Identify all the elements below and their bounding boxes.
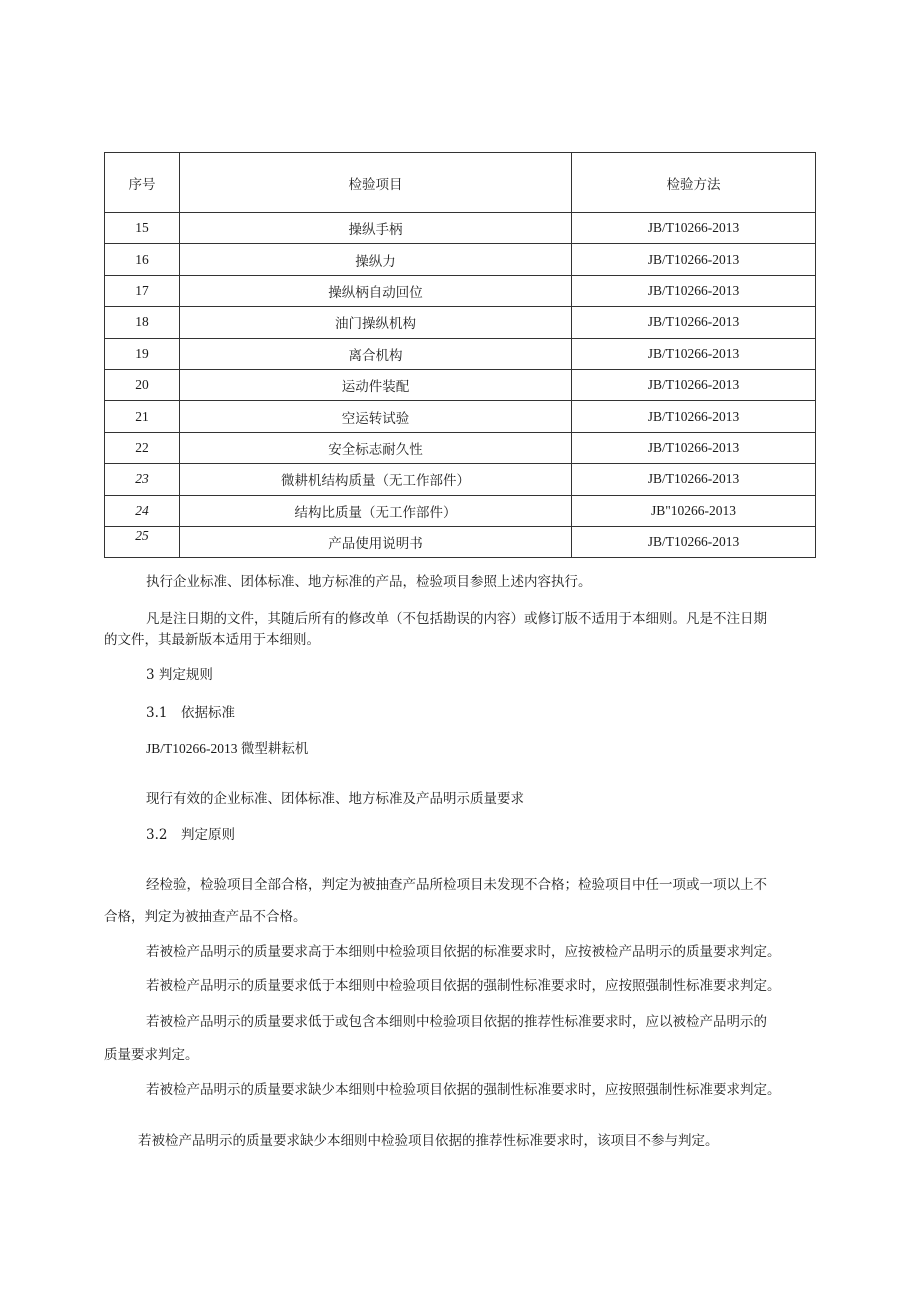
row-item: 结构比质量（无工作部件） (180, 495, 572, 526)
row-item: 油门操纵机构 (180, 307, 572, 338)
table-row (105, 307, 816, 338)
row-method: JB/T10266-2013 (572, 432, 816, 463)
row-method: JB/T10266-2013 (572, 275, 816, 306)
row-method: JB"10266-2013 (572, 495, 816, 526)
paragraph-dated-refs-line2: 的文件，其最新版本适用于本细则。 (104, 632, 320, 648)
paragraph-rule-higher: 若被检产品明示的质量要求高于本细则中检验项目依据的标准要求时，应按被检产品明示的质量要求判定。 (146, 944, 781, 960)
table-row (105, 464, 816, 495)
header-item: 检验项目 (180, 153, 572, 213)
row-index: 15 (105, 213, 180, 244)
row-item: 安全标志耐久性 (180, 432, 572, 463)
standard-reference-other: 现行有效的企业标准、团体标准、地方标准及产品明示质量要求 (146, 791, 524, 807)
row-index: 19 (105, 338, 180, 369)
table-row (105, 275, 816, 306)
paragraph-rule-missing-recommended: 若被检产品明示的质量要求缺少本细则中检验项目依据的推荐性标准要求时，该项目不参与判定。 (138, 1133, 719, 1149)
section-heading-3-1: 3.1 依据标准 (146, 705, 235, 721)
row-method: JB/T10266-2013 (572, 464, 816, 495)
table-row (105, 213, 816, 244)
row-index: 23 (105, 464, 180, 495)
row-item: 操纵柄自动回位 (180, 275, 572, 306)
table-row (105, 495, 816, 526)
row-method: JB/T10266-2013 (572, 401, 816, 432)
row-item: 微耕机结构质量（无工作部件） (180, 464, 572, 495)
row-method: JB/T10266-2013 (572, 369, 816, 400)
paragraph-judgement-line1: 经检验，检验项目全部合格，判定为被抽查产品所检项目未发现不合格；检验项目中任一项或一项以上不 (146, 877, 767, 893)
table-row (105, 401, 816, 432)
paragraph-dated-refs-line1: 凡是注日期的文件，其随后所有的修改单（不包括勘误的内容）或修订版不适用于本细则。凡是不注日期 (146, 611, 767, 627)
row-method: JB/T10266-2013 (572, 244, 816, 275)
row-method: JB/T10266-2013 (572, 213, 816, 244)
paragraph-scope: 执行企业标准、团体标准、地方标准的产品，检验项目参照上述内容执行。 (146, 574, 592, 590)
row-item: 空运转试验 (180, 401, 572, 432)
section-heading-3: 3 判定规则 (146, 667, 213, 683)
section-heading-3-2: 3.2 判定原则 (146, 827, 235, 843)
row-index: 17 (105, 275, 180, 306)
row-index: 22 (105, 432, 180, 463)
row-item: 操纵力 (180, 244, 572, 275)
paragraph-rule-lower-recommended-line1: 若被检产品明示的质量要求低于或包含本细则中检验项目依据的推荐性标准要求时，应以被检产品明示的 (146, 1014, 767, 1030)
inspection-table (104, 152, 816, 558)
row-method: JB/T10266-2013 (572, 307, 816, 338)
row-item: 产品使用说明书 (180, 526, 572, 557)
paragraph-judgement-line2: 合格，判定为被抽查产品不合格。 (104, 909, 307, 925)
row-index: 24 (105, 495, 180, 526)
row-index: 16 (105, 244, 180, 275)
table-header-row (105, 153, 816, 213)
paragraph-rule-lower-mandatory: 若被检产品明示的质量要求低于本细则中检验项目依据的强制性标准要求时，应按照强制性标准要求判定。 (146, 978, 781, 994)
header-method: 检验方法 (572, 153, 816, 213)
table-row (105, 244, 816, 275)
row-item: 操纵手柄 (180, 213, 572, 244)
paragraph-rule-missing-mandatory: 若被检产品明示的质量要求缺少本细则中检验项目依据的强制性标准要求时，应按照强制性标准要求判定。 (146, 1082, 781, 1098)
paragraph-rule-lower-recommended-line2: 质量要求判定。 (104, 1047, 199, 1063)
header-index: 序号 (105, 153, 180, 213)
standard-reference: JB/T10266-2013 微型耕耘机 (146, 741, 309, 756)
row-index: 18 (105, 307, 180, 338)
table-row (105, 338, 816, 369)
row-index: 25 (105, 526, 180, 557)
table-row (105, 369, 816, 400)
row-method: JB/T10266-2013 (572, 526, 816, 557)
row-item: 运动件装配 (180, 369, 572, 400)
table-row (105, 526, 816, 557)
row-index: 20 (105, 369, 180, 400)
table-row (105, 432, 816, 463)
row-method: JB/T10266-2013 (572, 338, 816, 369)
row-item: 离合机构 (180, 338, 572, 369)
row-index: 21 (105, 401, 180, 432)
